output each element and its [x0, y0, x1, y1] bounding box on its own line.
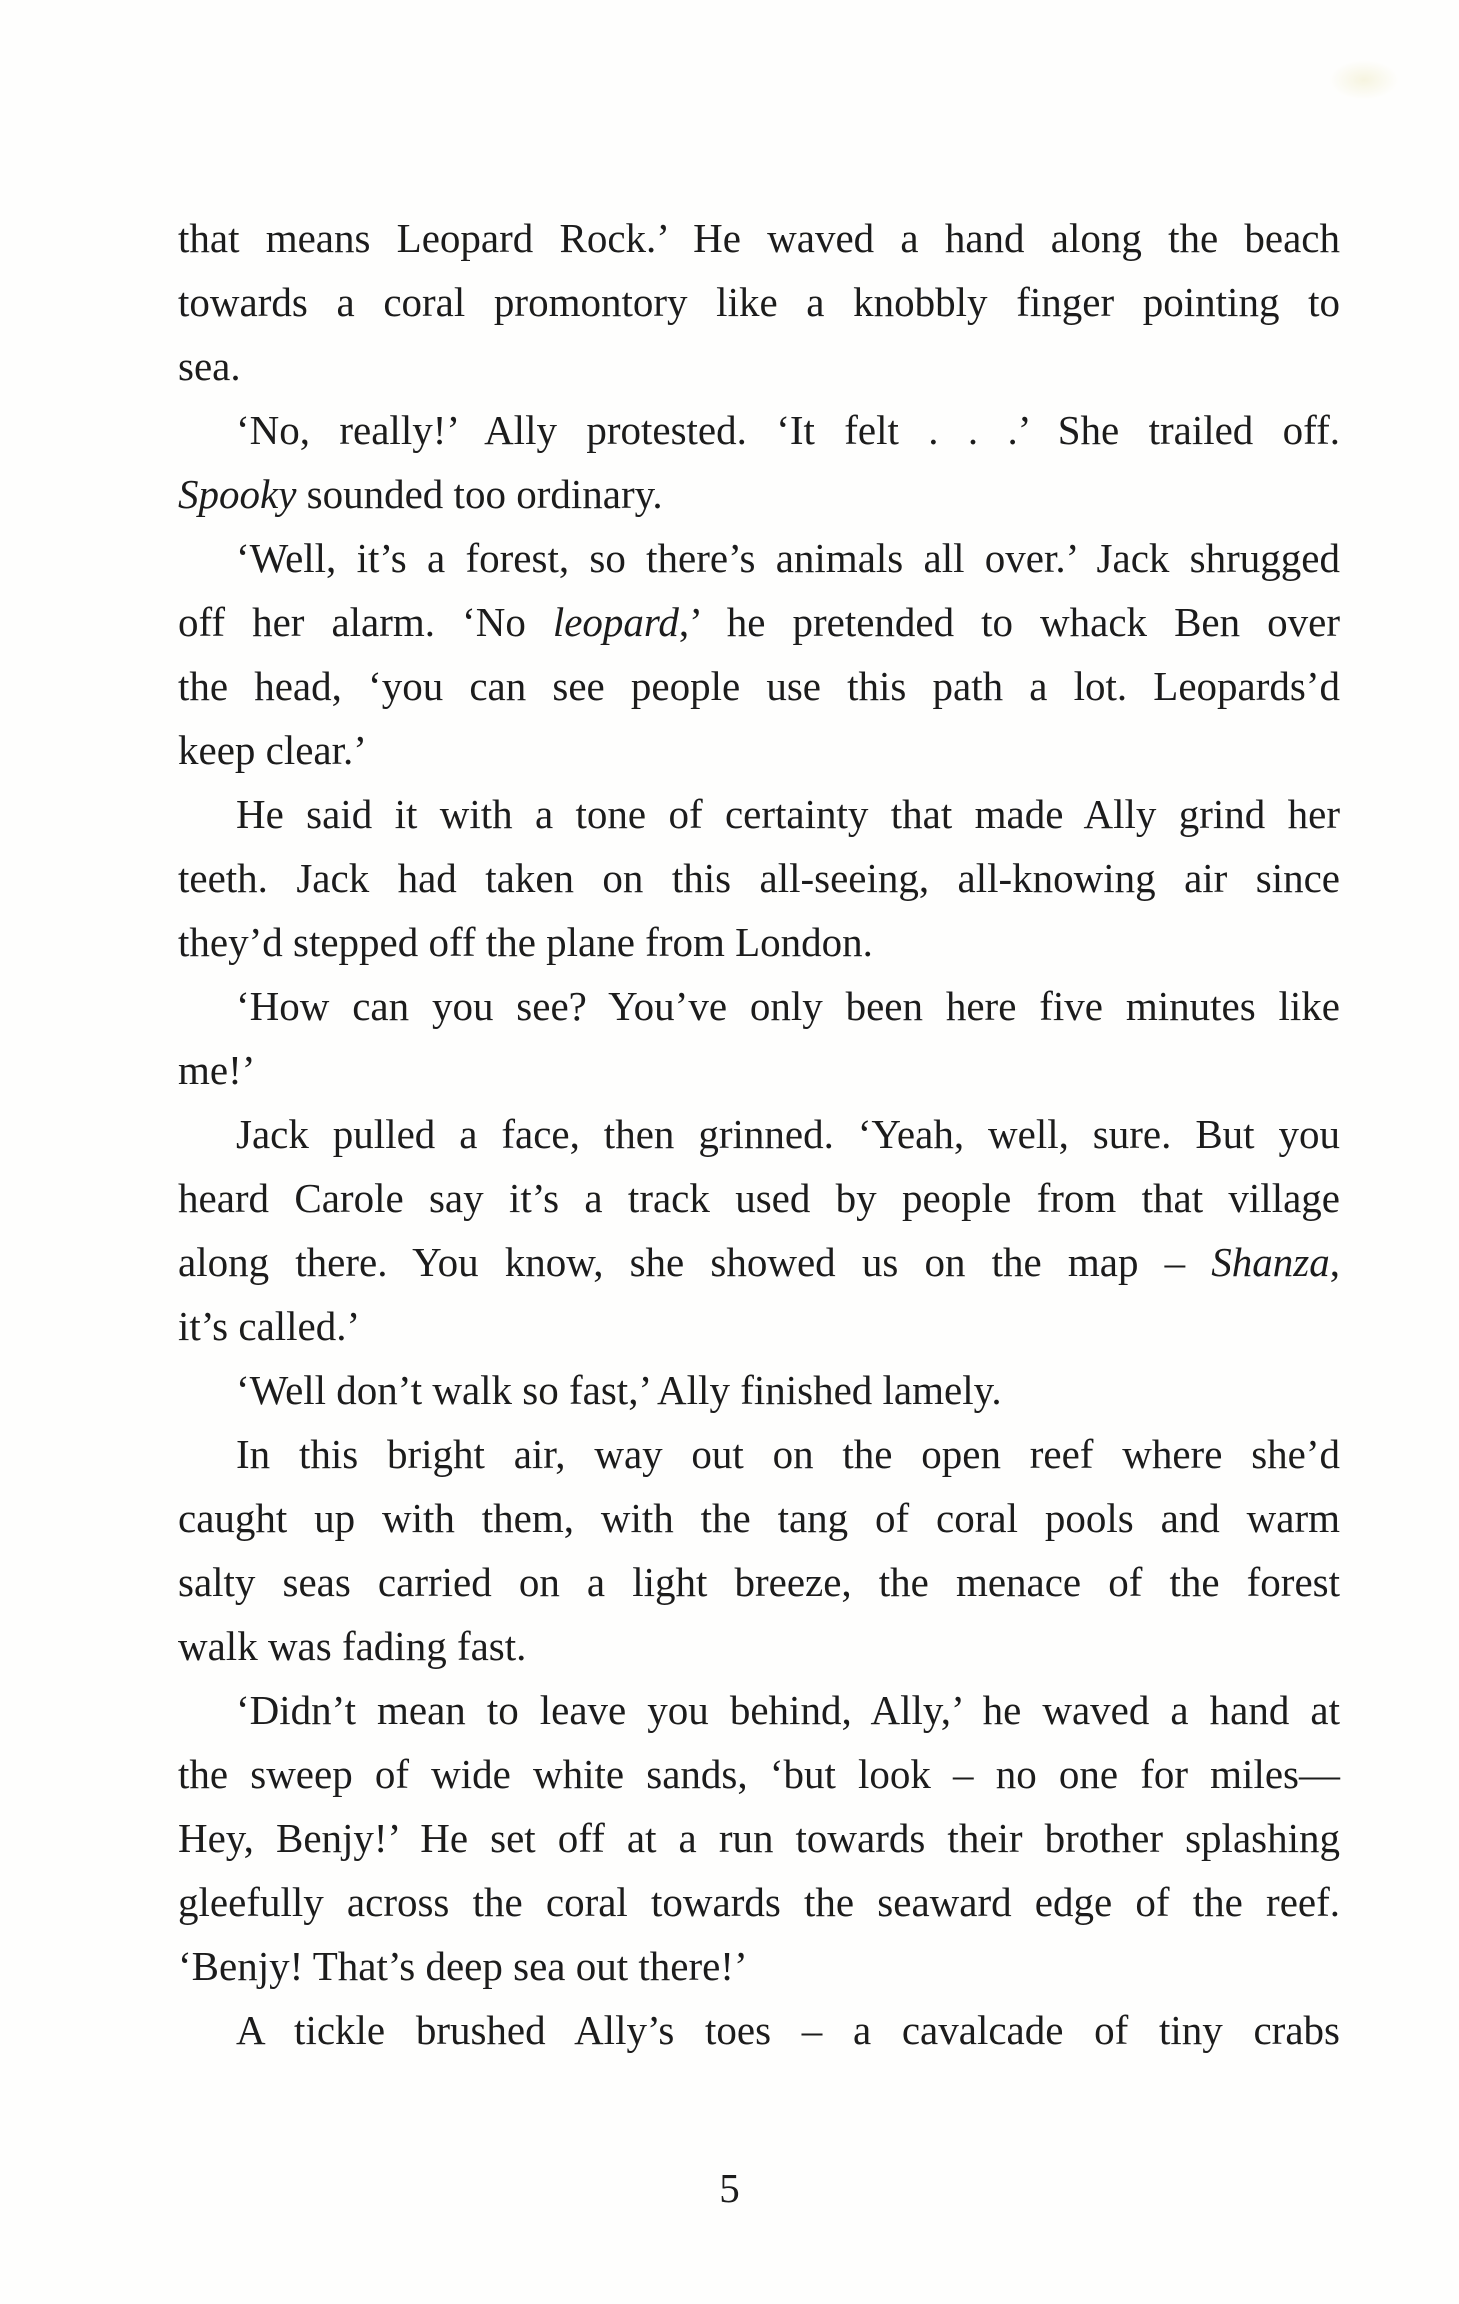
body-text — [178, 206, 1340, 2062]
text-line: walk was fading fast. — [178, 1623, 527, 1669]
italic-text: Shanza — [1211, 1239, 1330, 1285]
text-line: teeth. Jack had taken on this all-seeing, all-knowing air since — [178, 855, 1340, 901]
text-line: sea. — [178, 343, 241, 389]
text-line: towards a coral promontory like a knobbly finger pointing to — [178, 279, 1340, 325]
text-line: ‘Didn’t mean to leave you behind, Ally,’ he waved a hand at — [236, 1687, 1340, 1733]
text-line: ‘How can you see? You’ve only been here five minutes like — [236, 983, 1340, 1029]
text-line: me!’ — [178, 1047, 256, 1093]
text-line: off her alarm. ‘No leopard,’ he pretended to whack Ben over — [178, 599, 1340, 645]
text-line: that means Leopard Rock.’ He waved a hand along the beach — [178, 215, 1340, 261]
text-line: ‘No, really!’ Ally protested. ‘It felt . . .’ She trailed off. — [236, 407, 1340, 453]
page-number: 5 — [719, 2165, 740, 2211]
text-line: salty seas carried on a light breeze, the menace of the forest — [178, 1559, 1340, 1605]
text-line: it’s called.’ — [178, 1303, 361, 1349]
text-line: caught up with them, with the tang of coral pools and warm — [178, 1495, 1340, 1541]
text-line: He said it with a tone of certainty that made Ally grind her — [236, 791, 1340, 837]
text-line: A tickle brushed Ally’s toes – a cavalcade of tiny crabs — [236, 2007, 1340, 2053]
paper-smudge — [1329, 60, 1399, 100]
text-line: ‘Benjy! That’s deep sea out there!’ — [178, 1943, 748, 1989]
text-line: Spooky sounded too ordinary. — [178, 471, 663, 517]
text-line: Hey, Benjy!’ He set off at a run towards their brother splashing — [178, 1815, 1340, 1861]
text-line: they’d stepped off the plane from London. — [178, 919, 873, 965]
text-line: In this bright air, way out on the open reef where she’d — [236, 1431, 1340, 1477]
text-line: ‘Well don’t walk so fast,’ Ally finished lamely. — [236, 1367, 1002, 1413]
text-line: heard Carole say it’s a track used by people from that village — [178, 1175, 1340, 1221]
text-line: along there. You know, she showed us on the map – Shanza, — [178, 1239, 1340, 1285]
italic-text: Spooky — [178, 471, 297, 517]
italic-text: leopard — [552, 599, 679, 645]
text-line: ‘Well, it’s a forest, so there’s animals all over.’ Jack shrugged — [236, 535, 1340, 581]
text-line: gleefully across the coral towards the seaward edge of the reef. — [178, 1879, 1340, 1925]
text-line: the head, ‘you can see people use this path a lot. Leopards’d — [178, 663, 1340, 709]
text-line: the sweep of wide white sands, ‘but look – no one for miles— — [178, 1751, 1340, 1797]
text-line: Jack pulled a face, then grinned. ‘Yeah, well, sure. But you — [236, 1111, 1340, 1157]
text-line: keep clear.’ — [178, 727, 367, 773]
